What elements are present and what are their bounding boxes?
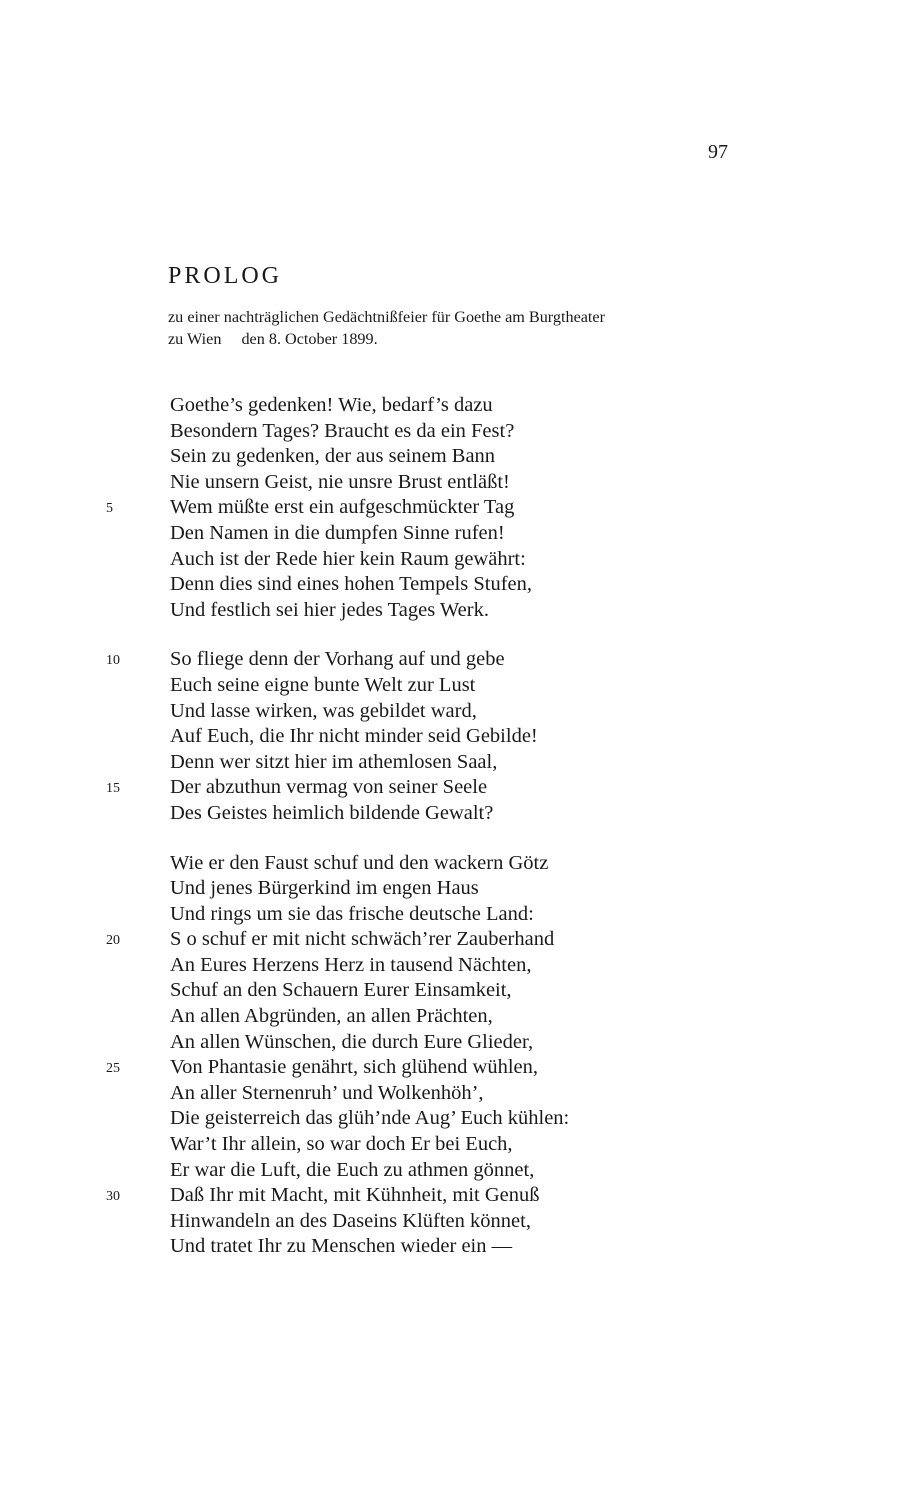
verse-text: Und lasse wirken, was gebildet ward, bbox=[170, 699, 477, 722]
verse-text: Den Namen in die dumpfen Sinne rufen! bbox=[170, 521, 505, 544]
poem-subtitle bbox=[168, 306, 605, 350]
verse-line bbox=[0, 1106, 900, 1132]
verse-line bbox=[0, 1132, 900, 1158]
line-number: 15 bbox=[106, 781, 120, 797]
verse-line bbox=[0, 572, 900, 598]
subtitle-line-2 bbox=[168, 328, 605, 350]
verse-text: Auf Euch, die Ihr nicht minder seid Gebilde! bbox=[170, 725, 538, 748]
verse-line bbox=[0, 547, 900, 573]
verse-text: An aller Sternenruh’ und Wolkenhöh’, bbox=[170, 1081, 484, 1104]
verse-text: Die geisterreich das glüh’nde Aug’ Euch kühlen: bbox=[170, 1107, 570, 1130]
verse-line bbox=[0, 876, 900, 902]
verse-text: An allen Abgründen, an allen Prächten, bbox=[170, 1005, 493, 1028]
verse-text: Von Phantasie genährt, sich glühend wühlen, bbox=[170, 1056, 538, 1079]
verse-line bbox=[0, 953, 900, 979]
subtitle-line-1: zu einer nachträglichen Gedächtnißfeier für Goethe am Burgtheater bbox=[168, 308, 606, 326]
line-number: 30 bbox=[106, 1189, 120, 1205]
verse-line bbox=[0, 470, 900, 496]
verse-text: Er war die Luft, die Euch zu athmen gönnet, bbox=[170, 1158, 535, 1181]
verse-line bbox=[0, 419, 900, 445]
verse-text: Besondern Tages? Braucht es da ein Fest? bbox=[170, 419, 515, 442]
verse-text: S o schuf er mit nicht schwäch’rer Zauberhand bbox=[170, 928, 555, 951]
verse-line bbox=[0, 801, 900, 827]
verse-text: So fliege denn der Vorhang auf und gebe bbox=[170, 648, 505, 671]
verse-text: Daß Ihr mit Macht, mit Kühnheit, mit Genuß bbox=[170, 1184, 540, 1207]
verse-line bbox=[0, 521, 900, 547]
verse-text: Euch seine eigne bunte Welt zur Lust bbox=[170, 673, 476, 696]
verse-line bbox=[0, 724, 900, 750]
subtitle-date: den 8. October 1899. bbox=[241, 330, 378, 348]
verse-line bbox=[0, 1030, 900, 1056]
verse-text: Und jenes Bürgerkind im engen Haus bbox=[170, 877, 479, 900]
verse-text: Wem müßte erst ein aufgeschmückter Tag bbox=[170, 496, 515, 519]
verse-text: Wie er den Faust schuf und den wackern Götz bbox=[170, 851, 549, 874]
verse-text: Und tratet Ihr zu Menschen wieder ein — bbox=[170, 1235, 513, 1258]
verse-line bbox=[0, 978, 900, 1004]
verse-line bbox=[0, 495, 900, 521]
line-number: 25 bbox=[106, 1061, 120, 1077]
verse-line bbox=[0, 598, 900, 624]
verse-line bbox=[0, 647, 900, 673]
stanza bbox=[0, 393, 900, 623]
verse-text: Auch ist der Rede hier kein Raum gewährt: bbox=[170, 547, 526, 570]
verse-line bbox=[0, 1234, 900, 1260]
page-number: 97 bbox=[708, 141, 728, 163]
verse-line bbox=[0, 1004, 900, 1030]
verse-text: Und rings um sie das frische deutsche Land: bbox=[170, 902, 534, 925]
verse-line bbox=[0, 927, 900, 953]
verse-text: Schuf an den Schauern Eurer Einsamkeit, bbox=[170, 979, 512, 1002]
verse-line bbox=[0, 699, 900, 725]
verse-line bbox=[0, 851, 900, 877]
stanza bbox=[0, 647, 900, 826]
poem-title: PROLOG bbox=[168, 263, 283, 289]
verse-line bbox=[0, 750, 900, 776]
verse-text: Sein zu gedenken, der aus seinem Bann bbox=[170, 445, 496, 468]
verse-line bbox=[0, 393, 900, 419]
verse-text: Des Geistes heimlich bildende Gewalt? bbox=[170, 801, 494, 824]
verse-line bbox=[0, 1183, 900, 1209]
verse-text: War’t Ihr allein, so war doch Er bei Euch, bbox=[170, 1133, 513, 1156]
verse-text: Der abzuthun vermag von seiner Seele bbox=[170, 776, 488, 799]
verse-text: Hinwandeln an des Daseins Klüften könnet, bbox=[170, 1209, 531, 1232]
verse-text: An allen Wünschen, die durch Eure Glieder, bbox=[170, 1030, 534, 1053]
verse-text: Denn dies sind eines hohen Tempels Stufen, bbox=[170, 573, 533, 596]
verse-line bbox=[0, 775, 900, 801]
verse-line bbox=[0, 673, 900, 699]
verse-text: Und festlich sei hier jedes Tages Werk. bbox=[170, 598, 489, 621]
line-number: 5 bbox=[106, 501, 113, 517]
verse-text: Nie unsern Geist, nie unsre Brust entläßt! bbox=[170, 470, 510, 493]
line-number: 20 bbox=[106, 933, 120, 949]
verse-text: Denn wer sitzt hier im athemlosen Saal, bbox=[170, 750, 498, 773]
stanza bbox=[0, 851, 900, 1261]
verse-line bbox=[0, 902, 900, 928]
subtitle-place: zu Wien bbox=[168, 330, 222, 348]
verse-text: An Eures Herzens Herz in tausend Nächten, bbox=[170, 953, 532, 976]
poem-body bbox=[0, 393, 900, 1260]
verse-line bbox=[0, 1081, 900, 1107]
verse-line bbox=[0, 1055, 900, 1081]
verse-text: Goethe’s gedenken! Wie, bedarf’s dazu bbox=[170, 394, 493, 416]
line-number: 10 bbox=[106, 653, 120, 669]
verse-line bbox=[0, 1209, 900, 1235]
verse-line bbox=[0, 1158, 900, 1184]
verse-line bbox=[0, 444, 900, 470]
